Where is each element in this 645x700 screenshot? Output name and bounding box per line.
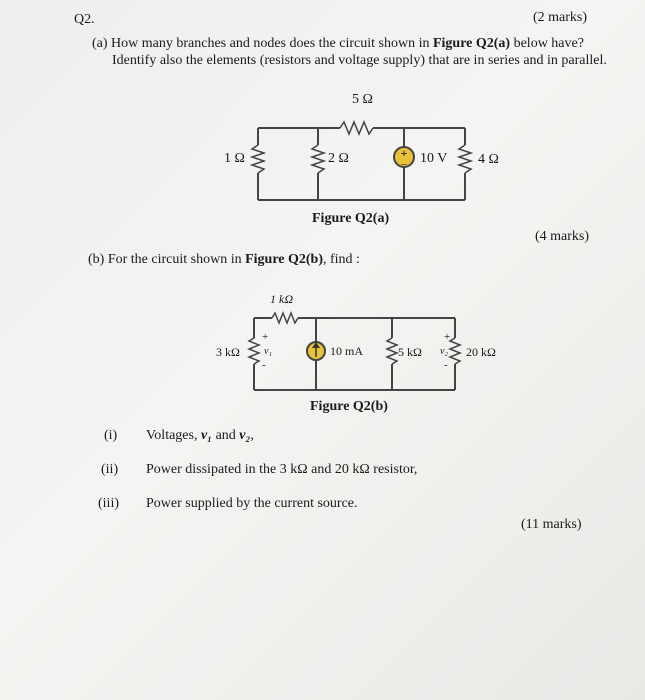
question-number: Q2.	[74, 12, 95, 27]
fig-b-resistor-3k	[249, 338, 259, 364]
item-i-end: ,	[250, 428, 254, 443]
fig-a-label-2ohm: 2 Ω	[328, 151, 349, 166]
fig-a-label-10v: 10 V	[420, 151, 448, 166]
item-iii-text: Power supplied by the current source.	[146, 496, 358, 511]
fig-a-resistor-5ohm	[340, 122, 373, 134]
fig-b-label-v1: v₁	[264, 346, 272, 357]
item-ii-number: (ii)	[101, 462, 119, 477]
fig-a-resistor-1ohm	[252, 145, 264, 173]
fig-b-v1-minus: -	[262, 359, 266, 371]
item-i-and: and	[212, 428, 240, 443]
fig-b-label-20k: 20 kΩ	[466, 345, 496, 359]
fig-b-resistor-20k	[450, 338, 460, 364]
fig-b-label-10ma: 10 mA	[330, 344, 363, 358]
final-marks: (11 marks)	[521, 517, 582, 532]
part-b-marks-label: (4 marks)	[535, 229, 590, 244]
item-i-number: (i)	[104, 428, 118, 443]
fig-b-v1-plus: +	[262, 331, 269, 343]
part-b-figure-ref: Figure Q2(b)	[245, 252, 323, 267]
item-i-prefix: Voltages,	[146, 428, 201, 443]
part-a-line2: Identify also the elements (resistors and voltage supply) that are in series and in parallel.	[112, 53, 607, 68]
fig-b-resistor-5k	[387, 338, 397, 364]
item-ii-text: Power dissipated in the 3 kΩ and 20 kΩ resistor,	[146, 462, 418, 477]
fig-a-source-minus: –	[401, 158, 407, 170]
fig-a-resistor-2ohm	[312, 145, 324, 173]
part-a-marks: (2 marks)	[533, 10, 588, 25]
item-i-text	[146, 428, 254, 444]
fig-a-label-4ohm: 4 Ω	[478, 152, 499, 167]
fig-b-label-v2: v₂	[440, 346, 448, 357]
part-b-text	[88, 252, 360, 268]
fig-a-label-5ohm: 5 Ω	[352, 92, 373, 107]
item-iii-number: (iii)	[98, 496, 119, 511]
part-a-suffix: below have?	[510, 36, 584, 51]
fig-b-resistor-1k	[272, 313, 298, 323]
fig-a-label-1ohm: 1 Ω	[224, 151, 245, 166]
fig-b-label-3k: 3 kΩ	[216, 345, 240, 359]
fig-a-caption: Figure Q2(a)	[312, 211, 390, 226]
fig-a-resistor-4ohm	[459, 145, 471, 173]
part-b-suffix: , find :	[323, 252, 360, 267]
part-b-prefix: (b) For the circuit shown in	[88, 252, 246, 267]
fig-b-v2-minus: -	[444, 359, 448, 371]
item-i-v1: v₁	[200, 428, 213, 443]
fig-a-source-plus: +	[400, 146, 408, 160]
fig-b-label-5k: 5 kΩ	[398, 345, 422, 359]
item-i-v2: v₂	[239, 428, 251, 443]
fig-b-v2-plus: +	[444, 331, 451, 343]
fig-b-caption: Figure Q2(b)	[310, 399, 388, 414]
part-a-prefix: (a) How many branches and nodes does the circuit shown in	[92, 36, 433, 51]
part-a-figure-ref: Figure Q2(a)	[432, 36, 511, 51]
fig-b-label-1k: 1 kΩ	[270, 292, 294, 306]
